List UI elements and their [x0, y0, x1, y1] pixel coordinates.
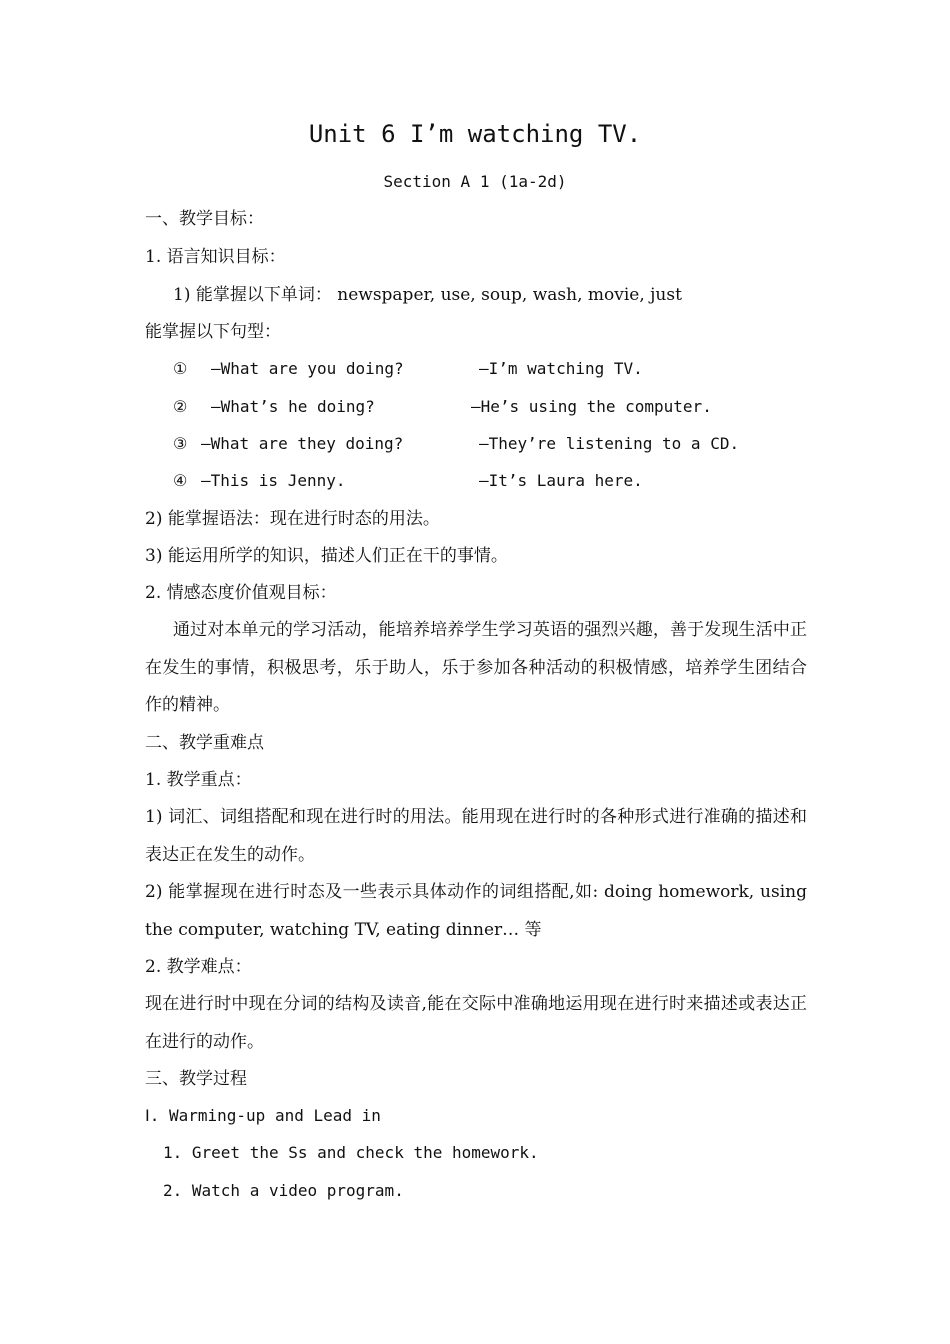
step-item: 1. Greet the Ss and check the homework. — [163, 1143, 539, 1162]
sentence-answer: —I’m watching TV. — [479, 359, 643, 378]
emotional-objectives-paragraph: 通过对本单元的学习活动，能培养培养学生学习英语的强烈兴趣，善于发现生活中正在发生的事情，积极思考，乐于助人，乐于参加各种活动的积极情感，培养学生团结合作的精神。 — [145, 620, 807, 715]
sentence-answer: —It’s Laura here. — [479, 471, 643, 490]
section-heading-objectives: 一、教学目标： — [145, 209, 264, 229]
document-subtitle: Section A 1 (1a-2d) — [383, 172, 567, 191]
heading-difficult-points: 2. 教学难点： — [145, 957, 252, 977]
sentence-answer: —He’s using the computer. — [471, 397, 712, 416]
difficult-points-paragraph: 现在进行时中现在分词的结构及读音,能在交际中准确地运用现在进行时来描述或表达正在进行的动作。 — [145, 994, 807, 1052]
vocabulary-line: 1) 能掌握以下单词： newspaper, use, soup, wash, movie, just — [173, 285, 682, 305]
heading-language-objectives: 1. 语言知识目标： — [145, 247, 286, 267]
sentence-question: —What are they doing? — [201, 434, 404, 453]
key-point-1: 1) 词汇、词组搭配和现在进行时的用法。能用现在进行时的各种形式进行准确的描述和表达正在发生的动作。 — [145, 807, 807, 865]
sentence-answer: —They’re listening to a CD. — [479, 434, 740, 453]
sentence-question: —What are you doing? — [211, 359, 404, 378]
document-title: Unit 6 I’m watching TV. — [308, 120, 642, 148]
sentence-number: ④ — [173, 471, 188, 490]
sentence-question: —What’s he doing? — [211, 397, 375, 416]
heading-key-points: 1. 教学重点： — [145, 770, 252, 790]
section-heading-process: 三、教学过程 — [145, 1069, 247, 1089]
heading-emotional-objectives: 2. 情感态度价值观目标： — [145, 583, 337, 603]
section-heading-key-points: 二、教学重难点 — [145, 733, 264, 753]
step-item: 2. Watch a video program. — [163, 1181, 404, 1200]
step-heading: Ⅰ. Warming-up and Lead in — [145, 1106, 381, 1125]
sentence-question: —This is Jenny. — [201, 471, 346, 490]
key-point-2: 2) 能掌握现在进行时态及一些表示具体动作的词组搭配,如: doing homework, using the computer, watching TV, eating dinner… 等 — [145, 882, 807, 940]
sentence-number: ③ — [173, 434, 188, 453]
grammar-line: 2) 能掌握语法：现在进行时态的用法。 — [145, 509, 440, 529]
patterns-intro: 能掌握以下句型： — [145, 322, 281, 342]
application-line: 3) 能运用所学的知识，描述人们正在干的事情。 — [145, 546, 508, 566]
sentence-number: ② — [173, 397, 188, 416]
sentence-number: ① — [173, 359, 188, 378]
